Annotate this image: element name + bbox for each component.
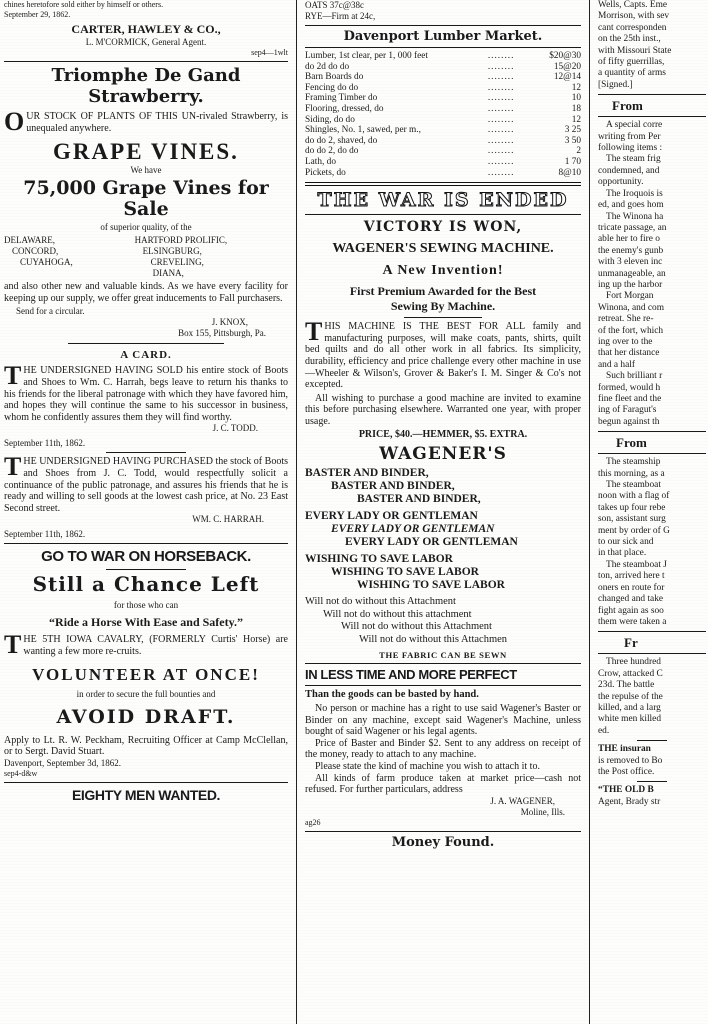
recruit-quote: “Ride a Horse With Ease and Safety.” [49,615,243,630]
three-hundred-indians-item: Three hundred Crow, attacked C 23d. The battle the repulse of the killed, and a larg white men killed ed. [598,657,663,736]
premium-line-1: First Premium Awarded for the Best [349,284,537,299]
lumber-item: Siding, do do [305,114,355,125]
leader-dots: ........ [487,114,515,125]
lumber-market-section [305,29,581,178]
wagener-p4: All kinds of farm produce taken at market price—cash not refused. For further particulars, address [305,772,581,796]
ad-cavalry-recruiting [4,548,288,778]
column-center [296,0,590,1024]
card-headline: A CARD. [120,349,172,362]
wagener-city: Moline, Ills. [520,806,565,817]
chance-left-headline: Still a Chance Left [32,572,260,597]
divider-rule [598,431,706,432]
divider-rule [598,94,706,95]
from-headline-2: From [616,435,647,451]
leader-dots: ........ [487,61,515,72]
special-correspondence: A special corre writing from Per following items : The steam frig condemned, and opportunity. The Iroquois is ed, and goes hom The Winona ha tricate passage, an able her to fire o the enemy's gunb with 3 eleven inc unmanageable, an ing up the harbor Fort Morgan Winona, and com retreat. She re- of the fort, which ing over to the that her distance and a half Such brilliant r formed, would h fine fleet and the ing of Faragut's begun against th [598,120,667,427]
strawberry-closing: and also other new and valuable kinds. As we have every facility for keeping up our supply, we offer great inducements to Fall purchasers. [4,281,288,304]
lumber-price: 8@10 [558,167,581,178]
lumber-price: 10 [571,93,581,104]
divider-rule [598,453,706,454]
stair-line: WISHING TO SAVE LABOR [331,566,479,579]
carter-hawley-code: sep4—1wlt [251,48,288,57]
divider-rule [305,831,581,832]
new-invention-headline: A New Invention! [382,263,504,279]
divider-rule [598,116,706,117]
baster-binder-stair [305,467,581,506]
market-quotes-top: OATS 37c@38c RYE—Firm at 24c, [305,0,376,21]
ad-strawberry [4,65,288,339]
eighty-men-headline: EIGHTY MEN WANTED. [71,786,221,803]
lumber-price: 2 [576,146,581,157]
wagener-p1: No person or machine has a right to use said Wagener's Baster or Binder on any machine, except said Wagener's Machine, unless bought of said Wagener or his legal agents. [305,703,581,738]
strawberry-address: Box 155, Pittsburgh, Pa. [178,328,266,339]
table-row [305,125,581,136]
stair-line: BASTER AND BINDER, [357,493,481,506]
avoid-draft-headline: AVOID DRAFT. [56,705,236,728]
purchase-date: September 11th, 1862. [4,529,86,540]
divider-rule [4,782,288,783]
table-row [305,83,581,94]
lumber-item: do do 2, do do [305,146,359,157]
strawberry-circular: Send for a circular. [16,306,85,317]
lumber-item: Barn Boards do [305,72,364,83]
lumber-item: Shingles, No. 1, sawed, per m., [305,125,421,136]
from-headline-3: Fr [624,635,638,651]
will-not-do-stair [305,596,581,646]
strawberry-body: OUR STOCK OF PLANTS OF THIS UN-rivaled Strawberry, is unequaled anywhere. [4,107,288,136]
table-row [305,115,581,126]
ad-harrah-purchase [4,452,288,540]
divider-rule [305,214,581,215]
lumber-price: 12 [571,114,581,125]
lumber-price: 3 25 [564,125,581,136]
lumber-item: Pickets, do [305,167,346,178]
stair-line: BASTER AND BINDER, [331,480,455,493]
save-labor-stair [305,553,581,592]
lumber-price: $20@30 [549,51,581,61]
carter-hawley-name: CARTER, HAWLEY & CO., [71,22,221,36]
less-time-headline: IN LESS TIME AND MORE PERFECT [305,667,517,683]
leader-dots: ........ [487,135,515,146]
carter-hawley-agent: L. M'CORMICK, General Agent. [85,37,207,47]
table-row [305,93,581,104]
lumber-price: 15@20 [553,61,581,72]
money-found-headline: Money Found. [391,834,495,850]
variety: CREVELING, [150,257,204,268]
lumber-item: Flooring, dressed, do [305,103,384,114]
wagener-signer: J. A. WAGENER, [490,795,555,806]
recruit-sub1: for those who can [113,600,179,611]
stair-line: EVERY LADY OR GENTLEMAN [305,510,478,523]
divider-rule [106,452,186,453]
divider-rule [637,781,667,782]
variety: DIANA, [152,268,184,279]
strawberry-headline: Triomphe De Gand Strawberry. [51,65,241,107]
card-body: THE UNDERSIGNED HAVING SOLD his entire stock of Boots and Shoes to Wm. C. Harrah, begs leave to return his thanks to his friends for the liberal patronage with which they have favored him, and hopes they will continue the same to his successor in business, whom he confidently assures them they will find worthy. [4,361,288,423]
variety: CONCORD, [12,246,59,257]
grape-variety-list [4,235,288,279]
lumber-price: 3 50 [564,135,581,146]
divider-rule [305,25,581,26]
stair-line: BASTER AND BINDER, [305,467,429,480]
divider-rule [4,61,288,62]
lumber-item: Framing Timber do [305,93,378,104]
grape-count-line: 75,000 Grape Vines for Sale [23,177,269,221]
column-right [590,0,708,1024]
lumber-item: Lumber, 1st clear, per 1, 000 feet [305,51,428,61]
ad-wagener-sewing-machine [305,190,581,828]
variety: HARTFORD PROLIFIC, [134,235,228,246]
stair-line: Will not do without this attachment [323,608,472,620]
purchase-signer: WM. C. HARRAH. [192,514,264,525]
strawberry-signer: J. KNOX, [211,317,248,328]
leader-dots: ........ [487,51,515,61]
wagener-name-headline: WAGENER'S [379,444,507,465]
variety: ELSINGBURG, [142,246,202,257]
wagener-price-line: PRICE, $40.—HEMMER, $5. EXTRA. [358,429,528,441]
lumber-price-table [305,51,581,178]
right-top-fragment: Wells, Capts. Eme Morrison, with sev cant corresponden on the 25th inst., with Missouri State of fifty guerrillas, a quantity of arms [Signed.] [598,0,672,90]
steamship-news: The steamship this morning, as a The steamboat noon with a flag of takes up four rebe son, assistant surg ment by order of G to our sick and in that place. The steamboat J ton, arrived here t oners en route for changed and take fight again as soo them were taken a [598,457,670,627]
lumber-item: Lath, do [305,156,336,167]
every-lady-stair [305,510,581,549]
lumber-price: 1 70 [564,156,581,167]
lumber-price: 18 [571,103,581,114]
wagener-p3: Please state the kind of machine you wish to attach it to. [315,761,540,773]
leader-dots: ........ [487,103,515,114]
lumber-item: do 2d do do [305,61,350,72]
purchase-body: THE UNDERSIGNED HAVING PURCHASED the stock of Boots and Shoes from J. C. Todd, would respectfully solicit a continuance of the public patronage, and assures his friends that he is ready and willing to sell goods at the lowest cash price, at No. 23 East Second street. [4,452,288,514]
recruit-place-date: Davenport, September 3d, 1862. [4,757,121,768]
grape-vines-headline: GRAPE VINES. [53,139,239,165]
horseback-headline: GO TO WAR ON HORSEBACK. [41,548,251,566]
divider-rule [598,631,706,632]
column-left-top-fragment: chines heretofore sold either by himself or others. September 29, 1862. [4,0,164,19]
leader-dots: ........ [487,125,515,136]
table-row [305,157,581,168]
variety: DELAWARE, [4,235,56,246]
recruit-sub2: in order to secure the full bounties and [76,688,216,699]
sewing-machine-headline: WAGENER'S SEWING MACHINE. [332,241,554,257]
divider-rule [305,182,581,186]
table-row [305,62,581,73]
war-is-ended-banner: THE WAR IS ENDED [317,189,569,212]
insurance-notice: THE insuran is removed to Bo the Post office. [598,744,663,777]
stair-line: WISHING TO SAVE LABOR [357,579,505,592]
stair-line: Will not do without this Attachment [305,596,456,608]
leader-dots: ........ [487,156,515,167]
divider-rule [404,317,481,318]
grape-we-have: We have [130,165,162,176]
variety: CUYAHOGA, [20,257,73,268]
recruit-apply: Apply to Lt. R. W. Peckham, Recruiting Officer at Camp McClellan, or to Sergt. David Stuart. [4,734,288,758]
wagener-p2: Price of Baster and Binder $2. Sent to any address on receipt of the money, ready to attach to any machine. [305,737,581,761]
leader-dots: ........ [487,167,515,178]
ad-card-todd [4,348,288,449]
card-date: September 11th, 1862. [4,438,86,449]
divider-rule [305,663,581,664]
divider-rule [598,653,706,654]
stair-line: EVERY LADY OR GENTLEMAN [331,523,495,536]
premium-line-2: Sewing By Machine. [390,299,496,314]
column-left [0,0,296,1024]
stair-line: Will not do without this Attachment [341,621,492,633]
lumber-item: do do 2, shaved, do [305,135,378,146]
lumber-price: 12@14 [553,72,581,83]
recruit-code: sep4-d&w [4,768,38,778]
fabric-can-be-sewn: THE FABRIC CAN BE SEWN [379,650,507,661]
lumber-item: Fencing do do [305,82,359,93]
divider-rule [637,740,667,741]
leader-dots: ........ [487,72,515,83]
divider-rule [4,543,288,544]
table-row [305,146,581,157]
table-row [305,168,581,179]
wagener-body-1: THIS MACHINE IS THE BEST FOR ALL family and manufacturing purposes, will make coats, pants, shirts, quilt bed quilts and do all other work in all fabrics. Its simplicity, durability, efficiency and price challenge every other machine in use—Wheeler & Wilson's, Grover & Baker's I. M. Singer & Co's not excepted. [305,317,581,391]
table-row [305,72,581,83]
leader-dots: ........ [487,93,515,104]
wagener-code: ag26 [305,817,321,827]
card-signer: J. C. TODD. [212,423,258,434]
volunteer-headline: VOLUNTEER AT ONCE! [32,664,260,684]
stair-line: EVERY LADY OR GENTLEMAN [345,536,518,549]
lumber-market-headline: Davenport Lumber Market. [343,29,543,44]
from-headline-1: From [612,98,643,114]
cavalry-body: THE 5TH IOWA CAVALRY, (FORMERLY Curtis' Horse) are wanting a few more re-cruits. [4,630,288,660]
stair-line: Will not do without this Attachmen [359,633,508,645]
wagener-body-2: All wishing to purchase a good machine are invited to examine this before purchasing elsewhere. Warranted one year, with proper usage. [305,392,581,427]
leader-dots: ........ [487,82,515,93]
leader-dots: ........ [487,146,515,157]
table-row [305,104,581,115]
grape-quality: of superior quality, of the [100,222,192,233]
lumber-price: 12 [571,82,581,93]
victory-headline: VICTORY IS WON, [363,219,523,236]
than-goods-line: Than the goods can be basted by hand. [305,689,479,701]
ad-carter-hawley [4,22,288,58]
table-row [305,136,581,147]
stair-line: WISHING TO SAVE LABOR [305,553,453,566]
divider-rule [68,343,224,344]
divider-rule [305,685,581,686]
divider-rule [106,569,186,570]
old-bull-notice: “THE OLD B Agent, Brady str [598,785,661,807]
table-row [305,51,581,62]
divider-rule [305,47,581,48]
